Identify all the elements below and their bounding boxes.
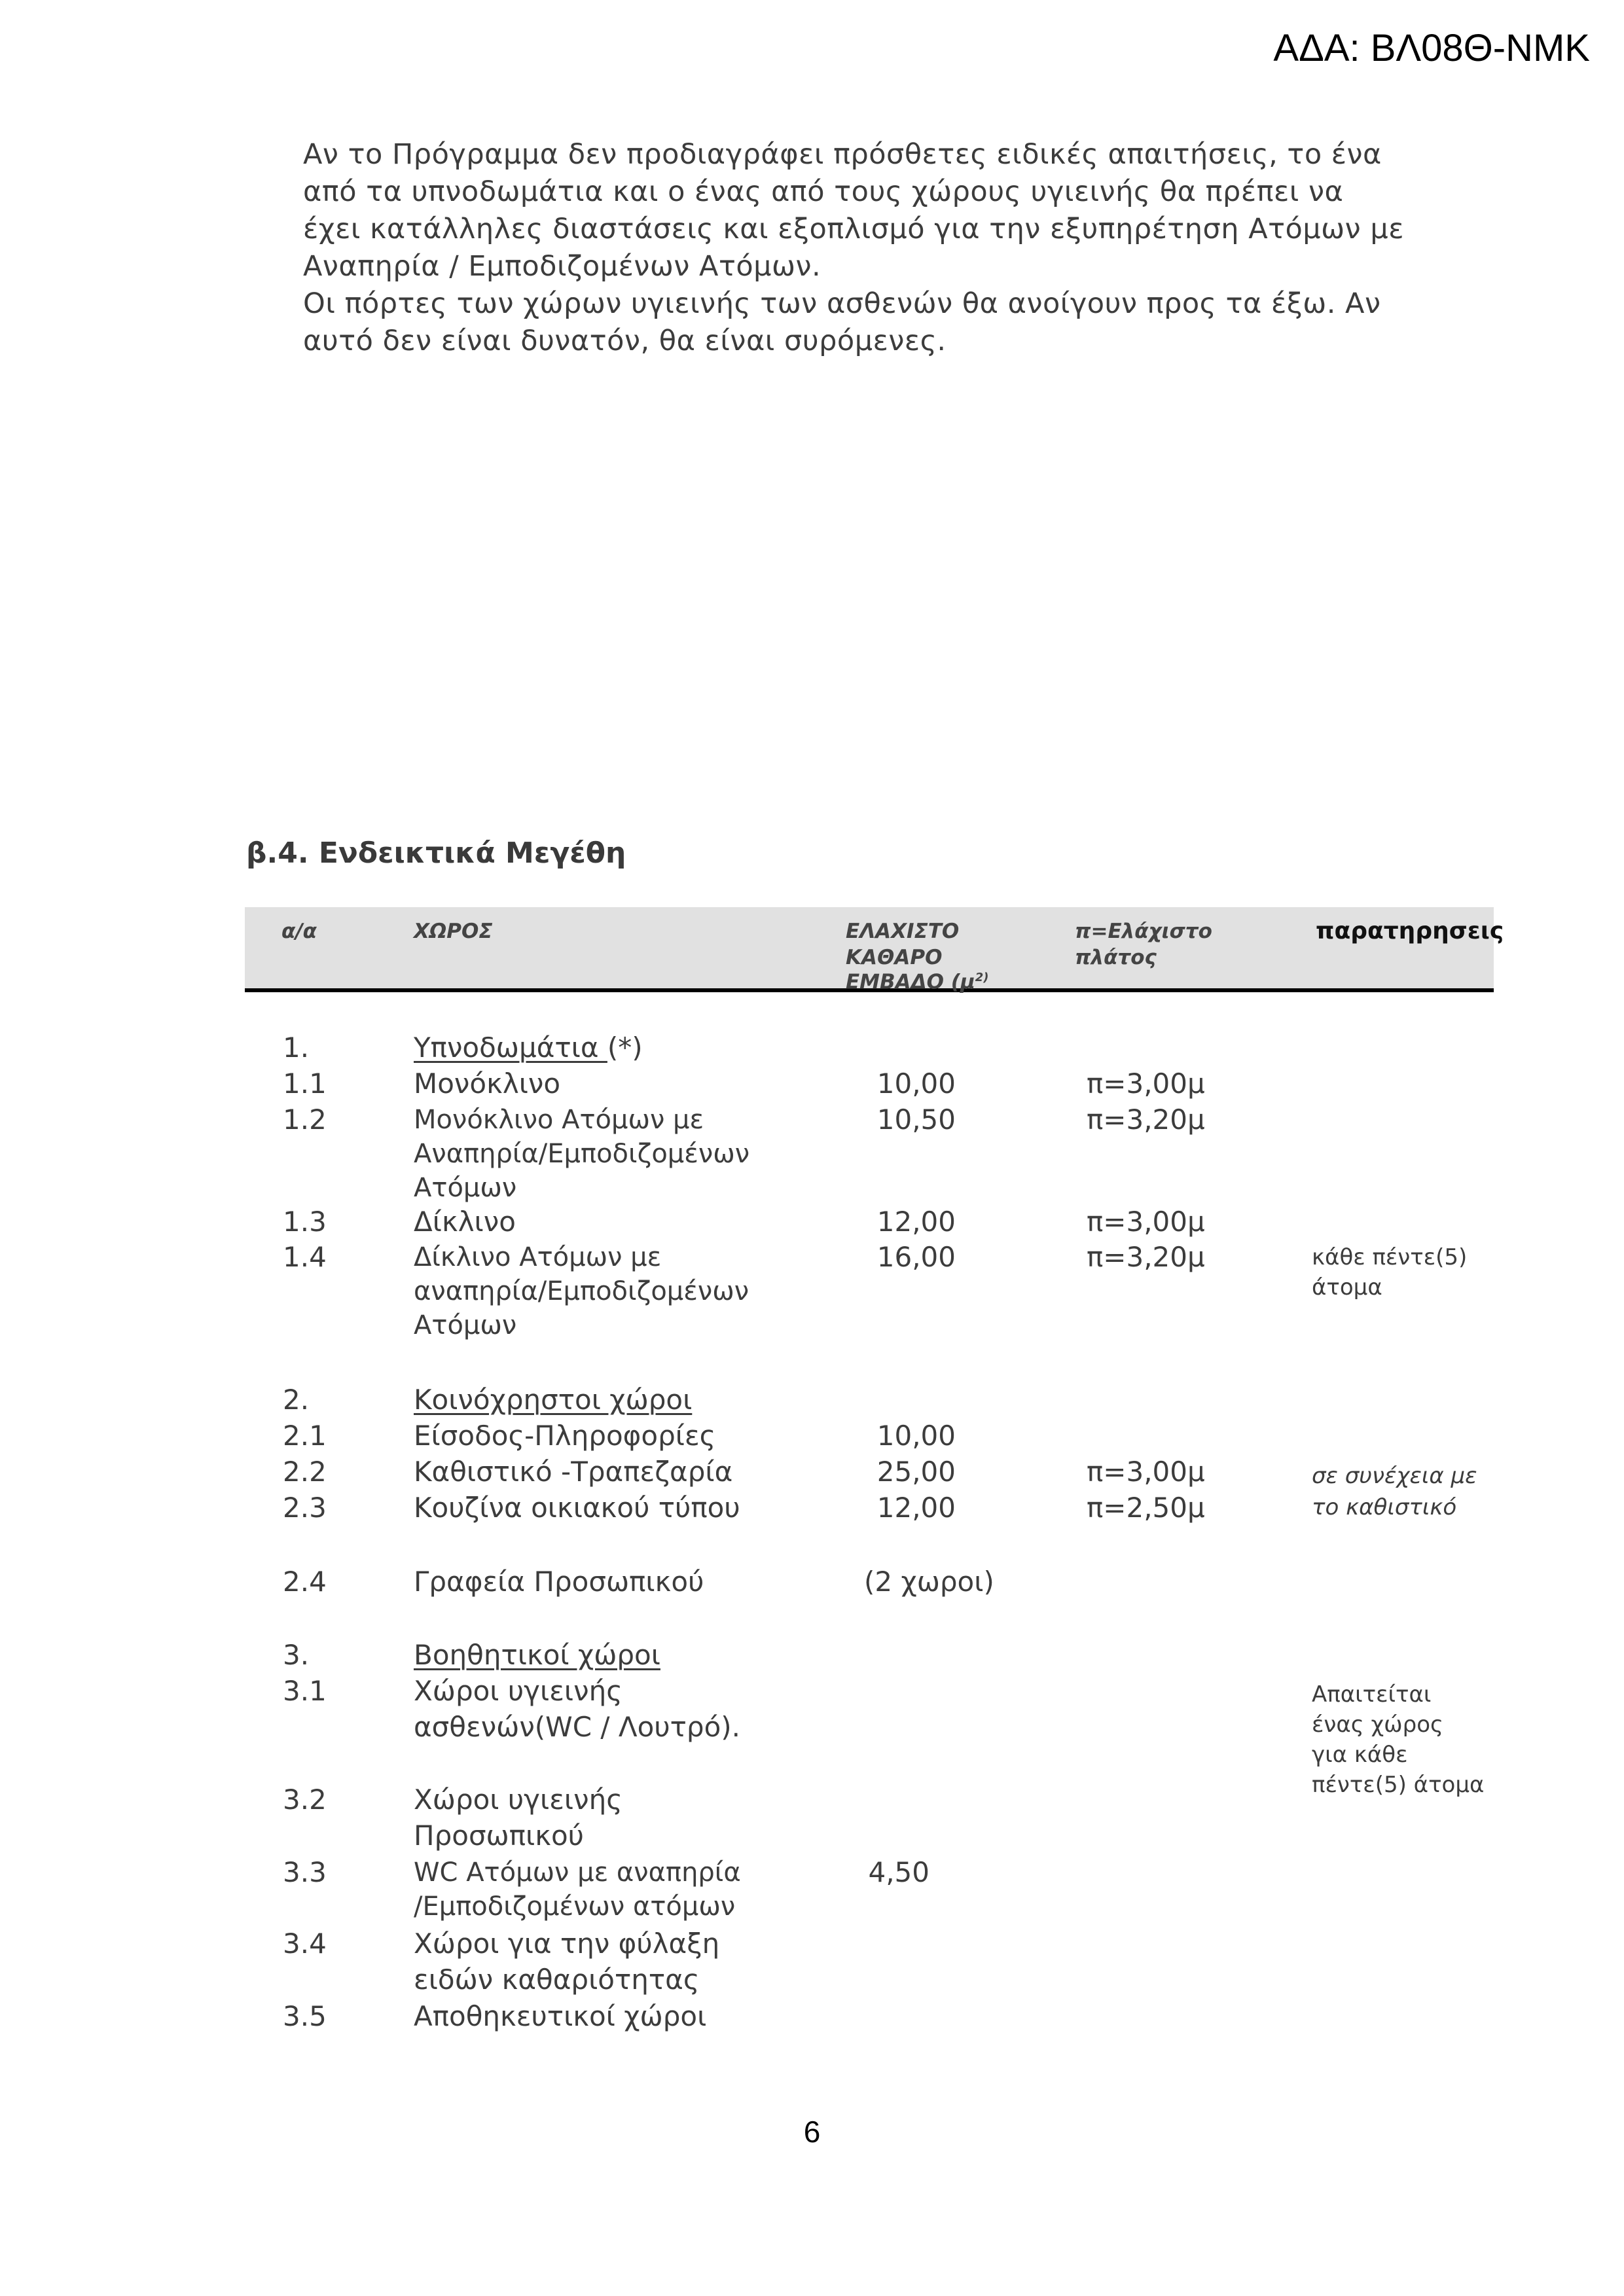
row-name: Χώροι υγιεινής (414, 1675, 623, 1707)
paragraph-line: Αναπηρία / Εμποδιζομένων Ατόμων. (303, 250, 821, 283)
row-name: Κουζίνα οικιακού τύπου (414, 1492, 740, 1524)
paragraph-line: έχει κατάλληλες διαστάσεις και εξοπλισμό για την εξυπηρέτηση Ατόμων με (303, 213, 1404, 245)
row-width: π=3,00μ (1087, 1456, 1205, 1488)
row-name-line3: Ατόμων (414, 1310, 517, 1340)
row-width: π=3,00μ (1087, 1067, 1205, 1100)
row-name-line2: Προσωπικού (414, 1820, 584, 1852)
row-number: 2.2 (283, 1456, 327, 1488)
row-note-line2: ένας χώρος (1312, 1712, 1443, 1738)
row-name: Αποθηκευτικοί χώροι (414, 2000, 707, 2032)
row-number: 2.3 (283, 1492, 327, 1524)
row-number: 1.4 (283, 1241, 327, 1273)
row-area: 10,00 (876, 1420, 956, 1452)
row-width: π=3,20μ (1087, 1241, 1205, 1273)
row-area: 10,00 (876, 1067, 956, 1100)
row-area: 16,00 (876, 1241, 956, 1273)
row-name: Χώροι για την φύλαξη (414, 1928, 720, 1960)
header-area-line1: ΕΛΑΧΙΣΤΟ (846, 920, 960, 943)
row-name-line2: ασθενών(WC / Λουτρό). (414, 1711, 740, 1743)
row-number: 3.3 (283, 1856, 327, 1888)
row-note-line3: για κάθε (1312, 1742, 1408, 1768)
page-number: 6 (803, 2115, 821, 2149)
header-space: ΧΩΡΟΣ (414, 920, 493, 943)
header-notes: παρατηρησεις (1316, 918, 1504, 944)
section-title: β.4. Ενδεικτικά Μεγέθη (246, 836, 626, 870)
row-name-line2: ειδών καθαριότητας (414, 1964, 700, 1996)
row-area: 4,50 (868, 1856, 929, 1888)
row-number: 2. (283, 1384, 310, 1416)
row-number: 1.3 (283, 1206, 327, 1238)
row-number: 2.4 (283, 1566, 327, 1598)
row-group-title: Κοινόχρηστοι χώροι (414, 1384, 693, 1416)
row-number: 3.5 (283, 2000, 327, 2032)
row-name-line2: Αναπηρία/Εμποδιζομένων (414, 1139, 750, 1169)
row-area: 12,00 (876, 1206, 956, 1238)
header-area-line2: ΚΑΘΑΡΟ (846, 946, 943, 969)
header-width-line1: π=Ελάχιστο (1075, 920, 1212, 943)
row-number: 1.1 (283, 1067, 327, 1100)
row-note-line4: πέντε(5) άτομα (1312, 1772, 1485, 1798)
table-header (245, 907, 1504, 994)
row-note-line2: το καθιστικό (1312, 1494, 1457, 1520)
row-name-line2: αναπηρία/Εμποδιζομένων (414, 1276, 749, 1306)
row-area: 10,50 (876, 1103, 956, 1136)
row-area: 25,00 (876, 1456, 956, 1488)
paragraph-line: Αν το Πρόγραμμα δεν προδιαγράφει πρόσθετες ειδικές απαιτήσεις, το ένα (303, 138, 1382, 171)
row-note-line1: κάθε πέντε(5) (1312, 1244, 1468, 1270)
row-name: Δίκλινο (414, 1206, 516, 1238)
row-name-line3: Ατόμων (414, 1173, 517, 1203)
row-width: π=2,50μ (1087, 1492, 1205, 1524)
row-name: Γραφεία Προσωπικού (414, 1566, 704, 1598)
row-number: 3.1 (283, 1675, 327, 1707)
row-note-line1: σε συνέχεια με (1312, 1463, 1477, 1489)
row-name: Καθιστικό -Τραπεζαρία (414, 1456, 733, 1488)
row-width: π=3,20μ (1087, 1103, 1205, 1136)
group-title-text: Υπνοδωμάτια (414, 1031, 607, 1064)
row-name-line2: /Εμποδιζομένων ατόμων (414, 1892, 736, 1922)
row-number: 1. (283, 1031, 310, 1064)
paragraph-line: αυτό δεν είναι δυνατόν, θα είναι συρόμενες. (303, 325, 947, 357)
row-note-line2: άτομα (1312, 1274, 1382, 1300)
row-group-title: Βοηθητικοί χώροι (414, 1639, 660, 1671)
paragraph-line: Οι πόρτες των χώρων υγιεινής των ασθενών θα ανοίγουν προς τα έξω. Αν (303, 287, 1381, 320)
header-area-sup: 2) (975, 971, 989, 984)
header-aa: α/α (281, 920, 317, 943)
row-number: 3. (283, 1639, 310, 1671)
group-title-suffix: (*) (607, 1031, 643, 1064)
header-area-line3 (846, 970, 989, 994)
row-area: 12,00 (876, 1492, 956, 1524)
row-name: Μονόκλινο (414, 1067, 561, 1100)
row-number: 3.4 (283, 1928, 327, 1960)
row-area: (2 χωροι) (864, 1566, 994, 1598)
row-name: Είσοδος-Πληροφορίες (414, 1420, 716, 1452)
row-number: 1.2 (283, 1103, 327, 1136)
row-note-line1: Απαιτείται (1312, 1681, 1432, 1708)
row-name: Δίκλινο Ατόμων με (414, 1242, 662, 1272)
row-name: WC Ατόμων με αναπηρία (414, 1857, 741, 1888)
row-group-title (414, 1030, 643, 1066)
ada-code: ΑΔΑ: ΒΛ08Θ-ΝΜΚ (1273, 27, 1590, 69)
row-width: π=3,00μ (1087, 1206, 1205, 1238)
header-width-line2: πλάτος (1075, 946, 1157, 969)
row-number: 3.2 (283, 1784, 327, 1816)
row-number: 2.1 (283, 1420, 327, 1452)
row-name: Χώροι υγιεινής (414, 1784, 623, 1816)
header-area-text: ΕΜΒΑΔΟ (μ (846, 970, 975, 994)
paragraph-line: από τα υπνοδωμάτια και ο ένας από τους χώρους υγιεινής θα πρέπει να (303, 175, 1344, 208)
row-name: Μονόκλινο Ατόμων με (414, 1105, 704, 1135)
